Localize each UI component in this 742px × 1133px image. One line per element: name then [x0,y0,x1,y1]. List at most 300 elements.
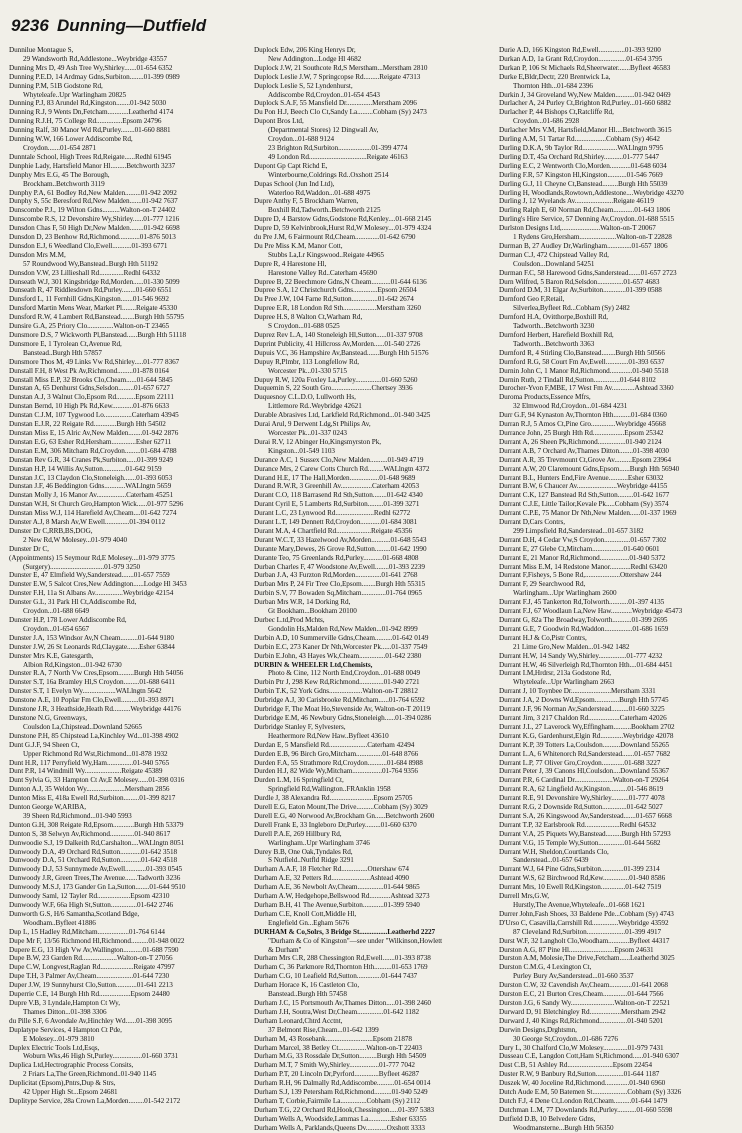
directory-entry: Dunwoody Saml, 12 Tayler Rd...................Epsom 42310 [9,892,170,901]
directory-entry: Durling H, Woodlands,Rowtown,Addlestone....Weybridge 43270 [499,188,684,197]
directory-entry: Duplitype Service, 28a Crown La,Morden.........01-542 2172 [9,1096,181,1105]
directory-entry: Dunntale School, High Trees Rd,Reigate......Redhl 61945 [9,152,172,161]
directory-entry: Dunster S.T, 16a Bramley Hl,S Croydon.........01-688 6411 [9,678,176,687]
directory-entry: Duplock Edw, 206 King Henrys Dr, [254,46,356,54]
directory-entry: Dupe C.W, Longvest,Raglan Rd...................Reigate 47997 [9,963,175,972]
directory-entry: Dunster S.T, 1 Evelyn Wy...................WALlngtn 5642 [9,687,162,696]
page-header [9,14,734,46]
directory-entry: Durrant J, 10 Toynbee Dr.......................Merstham 3331 [499,687,656,696]
directory-entry: Dury L, 30 Chalford Clo,W Molesey..............01-979 7431 [499,1043,664,1052]
directory-entry: Durward D, 91 Bletchingley Rd..................Merstham 2942 [499,1007,666,1016]
directory-entry: Dunstan Rev G.R, 34 Cranes Pk,Surbiton......01-399 9249 [9,455,173,464]
directory-entry: Brockham..Betchworth 3119 [23,179,105,188]
directory-entry: Addiscombe Rd,Croydon..01-654 4543 [268,90,380,99]
directory-entry: Durrant F,Fisheys, 5 Bone Rd,....................Ottershaw 244 [499,571,662,580]
directory-entry: New Addington...Lodge Hl 4682 [268,54,362,63]
directory-entry: Durrant W.J, 64 Pine Gdns,Surbiton.............01-399 2314 [499,865,660,874]
directory-entry: du Pre J.M, 6 Fairmount Rd,Cheam..............01-642 6790 [254,233,416,242]
directory-entry: Dutchman L.M, 77 Downlands Rd,Purley...........01-660 5598 [499,1105,673,1114]
directory-entry: Heathermore Rd,New Haw..Byfleet 43610 [268,731,389,740]
directory-entry: Dunt G.J.F, 94 Sheen Ct, [9,740,80,749]
directory-entry: Durrant E, 27 Glebe Ct,Mitcham..................01-640 0601 [499,544,660,553]
directory-entry: Durham Marcel, 38 Betley Ct................Walton-on-T 22403 [254,1043,422,1052]
directory-entry: Dunster R.A, 7 North Vw Cres,Epsom.........Burgh Hth 54056 [9,669,184,678]
directory-entry: Durham C, 36 Parkmore Rd,Thornton Hth..........01-653 1769 [254,963,428,972]
directory-entry: Durrant R.A, 62 Lingfield Av,Kingston..........01-546 8619 [499,785,664,794]
directory-entry: Durrant V.A, 25 Piquets Wy,Banstead.........Burgh Hth 57293 [499,829,671,838]
directory-entry: Duperrie C.E, 14 Burgh Hth Rd..................Epsom 24480 [9,990,170,999]
directory-entry: Dunton S, 38 Selwyn Av,Richmond..............01-940 8617 [9,829,171,838]
directory-columns [9,46,734,1132]
directory-entry: Durrant J.F, 96 Norman Av,Sanderstead..........01-660 3225 [499,705,665,714]
directory-entry: Dunt P.R, 14 Windmill Wy.....................Reigate 45389 [9,767,163,776]
directory-entry: Durnin Ruth, 2 Tindall Rd,Sutton...............01-644 8102 [499,375,656,384]
directory-entry: Durance Mrs, 2 Carew Cotts Church Rd.........WALlngtn 4372 [254,464,430,473]
directory-entry: Dunster Dr C,RRB,BS,DOG, [9,526,93,535]
directory-entry: Duplatype Services, 4 Hampton Ct Pde, [9,1025,122,1034]
directory-entry: Silverlea,Byfleet Rd...Cobham (Sy) 2482 [513,304,630,313]
directory-entry: Durling's Hire Service, 57 Denning Av,Croydon..01-688 5515 [499,215,675,224]
directory-entry: Dunsire G.A, 25 Priory Clo...............Walton-on-T 23465 [9,322,170,331]
directory-entry: Durst W.F, 32 Langholt Clo,Woodham............Byfleet 44317 [499,936,670,945]
directory-entry: Durling J, 12 Wyelands Av......................Reigate 46119 [499,197,654,206]
directory-entry: Dunwoody D.J, 53 Sunnymede Av,Ewell............01-393 0545 [9,865,182,874]
directory-entry: Durban Mrs W.R, 14 Dorking Rd, [254,598,351,607]
directory-entry: Durston J.G, 6 Sandy Wy.........................Walton-on-T 22521 [499,998,671,1007]
directory-entry: Dunning P.J, 83 Arundel Rd,Kingston........01-942 5030 [9,99,167,108]
directory-entry: Kingston...01-549 1103 [268,446,335,455]
directory-entry: Dunning Mrs D, 49 Ash Tree Wy,Shirley.......01-654 6352 [9,63,173,72]
directory-entry: Durham M.G, 33 Rossdale Dr,Sutton..........Burgh Hth 54509 [254,1052,427,1061]
directory-entry: 42 Upper High St...Epsom 24681 [23,1088,118,1097]
directory-entry: Dunsdon V.W, 23 Lillieshall Rd..............Redhl 64332 [9,268,161,277]
directory-entry: Dupont Gp Capt Richd E, [254,161,328,170]
directory-entry: Dunseath R, 47 Riddlesdown Rd,Purley........01-660 6551 [9,286,172,295]
directory-entry: Durnford Herbert, Harefield Boxhill Rd, [499,331,614,339]
directory-entry: Warlingham...Upr Warlingham 2600 [513,589,617,598]
directory-entry: Dutfield D.B, 10 Belvedere Gdns, [499,1114,596,1123]
directory-entry: Durden H.J, 82 Wide Wy,Mitcham.................01-764 9356 [254,767,418,776]
directory-entry: Durman B, 27 Audley Dr,Warlingham..............01-657 1806 [499,241,668,250]
directory-entry: 30 George St,Croydon...01-686 7276 [513,1034,618,1043]
directory-entry: Winterbourne,Coldrings Rd..Oxshott 2514 [268,170,389,179]
directory-entry: Durnford R.G, 58 Court Fm Av,Ewell.............01-393 6537 [499,357,665,366]
directory-entry: Duroma Products,Essence Mfrs, [499,393,591,402]
directory-entry: Durlacher P, 44 Bishops Ct,Ratcliffe Rd, [499,108,614,117]
directory-entry: 21 Lime Gro,New Malden...01-942 1482 [513,642,630,651]
directory-entry: Durlacher A, 24 Purley Ct,Brighton Rd,Purley...01-660 6882 [499,99,671,108]
directory-entry: Durrance John, 25 Burgh Hth Rd..................Epsom 25342 [499,428,664,437]
directory-entry: Durbin E.John, 43 Hayes Wk,Cheam...............01-642 2380 [254,651,422,660]
directory-entry: Hurstly,The Avenue,Whyteleafe...01-668 1621 [513,901,645,909]
directory-entry: Durrant R.G, 2 Downside Rd,Sutton..............01-642 5027 [499,803,663,812]
directory-entry: Duper J.W, 19 Sunnyhurst Clo,Sutton............01-641 2213 [9,981,173,990]
directory-entry: Dunworth G.S, H/6 Samantha,Scotland Bdge, [9,909,140,918]
directory-entry: Dunster J.W, 26 St Leonards Rd,Claygate.......Esher 63844 [9,642,175,651]
directory-entry: Durman F.C, 58 Harewood Gdns,Sanderstead.......01-657 2723 [499,268,677,277]
directory-entry: Durston C.M.G, 4 Lexington Ct, [499,963,592,972]
directory-entry: Duplock S.A.F, 55 Mansfield Dr...............Merstham 2096 [254,99,417,108]
directory-entry: Durston E.C, 21 Burton Cres,Cheam..............01-644 7566 [499,990,664,999]
directory-entry: Dunsdon E.J, 6 Weedland Clo,Ewell...........01-393 6771 [9,241,168,250]
directory-entry: Durrant Mrs, 10 Ewell Rd,Kingston..............01-642 7519 [499,883,662,892]
directory-entry: Durrant C.J.E, Little Tailor,Kevale Pk.....Cobham (Sy) 3574 [499,500,669,509]
directory-entry: Gondolin Hs,Malden Rd,New Malden...01-942 8999 [268,624,418,633]
directory-entry: Dunphie Lady, Hartsfield Manor Hl.........Betchworth 3237 [9,161,176,170]
directory-entry: Dunster J.A, 153 Windsor Av,N Cheam..........01-644 9180 [9,633,174,642]
directory-entry: Dupas School (Jun Ind Ltd), [254,179,335,188]
directory-entry: Dunstone A.E, 10 Poplar Fm Clo,Ewell..........01-393 8971 [9,696,175,705]
directory-entry: Durran R.J, 5 Amos Ct,Pine Gro..............Weybridge 45668 [499,420,666,429]
directory-entry: Dunster H.P, 178 Lower Addiscombe Rd, [9,616,127,624]
directory-entry: Durham C.E, Knoll Cott,Middle Hl, [254,909,357,918]
directory-entry: Durman C.J, 472 Chipstead Valley Rd, [499,250,609,259]
directory-entry: 2 New Rd,W Molesey...01-979 4040 [23,535,128,544]
directory-entry: (Surgery)...............................01-979 3250 [23,562,141,571]
directory-entry: Dunster Mrs K.E, Gatesgarth, [9,651,94,660]
directory-entry: Durrant J.L, 27 Laverock Wy,Effingham..........Bookham 2702 [499,722,675,731]
directory-entry: 32 Elmwood Rd,Croydon...01-684 4231 [513,402,628,411]
directory-entry: Durham A.E, 36 Newbolt Av,Cheam...............01-644 9865 [254,883,420,892]
directory-entry: Dupere E.G, 13 High Vw Av,Wallington...........01-688 7590 [9,945,179,954]
directory-entry: Dunwoody J.R, Green Trees,The Avenue.......Tadworth 3236 [9,874,181,883]
directory-entry: Dupuy R,Plmbr, 113 Longfellow Rd, [254,357,360,366]
directory-entry: Dupre D, 4 Barstow Gdns,Godstone Rd,Kenley....01-668 2145 [254,215,432,224]
directory-entry: Dunstone J.R, 3 Heathside,Heath Rd..........Weybridge 44176 [9,705,181,714]
directory-entry: Durrer John,Fash Shoes, 33 Baldene Pde...Cobham (Sy) 4743 [499,909,674,918]
directory-entry: Duplex Electric Tools Ltd,Esqs, [9,1043,100,1052]
directory-entry: Purley Bury Av,Sanderstead...01-660 3537 [513,972,634,981]
directory-entry: Dunphy S, 55c Beresford Rd,New Malden.......01-942 7637 [9,197,178,206]
directory-entry: Waterloo Rd,Waddon...01-688 4975 [268,188,371,197]
directory-entry: Durling D.K.A, 9b Taylor Rd....................WALlngtn 9795 [499,143,664,152]
directory-entry: Dunton G.H, 308 Reigate Rd,Epsom............Burgh Hth 53379 [9,820,184,829]
column-1 [9,46,244,1105]
directory-entry: Durrant D.H, 4 Cedar Vw,S Croydon...............01-657 7302 [499,535,667,544]
directory-entry: D'Urso C, Casavilla,Carrshill Rd...............Weybridge 43592 [499,918,669,927]
directory-entry: Durance A.C, 1 Sussex Clo,New Malden..........01-949 4719 [254,455,424,464]
directory-entry: Dupe Mr F, 13/56 Richmond Hl,Richmond..........01-948 0022 [9,936,185,945]
directory-entry: Durrant V.G, 15 Temple Wy,Sutton...............01-644 5682 [499,838,661,847]
directory-entry: Dunster E, 47 Elmfield Wy,Sanderstead.......01-657 7559 [9,571,170,580]
directory-entry: 1 Rydens Gro,Hersham.....................Walton-on-T 22828 [513,233,672,242]
directory-entry: Dunsdon Chas F, 50 High Dr,New Malden........01-942 6698 [9,224,180,233]
directory-entry: Durant L.C, 23 Lynwood Rd......................Redhl 62772 [254,509,411,518]
directory-entry: Dunwoodie S.J, 19 Dalkeith Rd,Carshalton....WALlngtn 8051 [9,838,185,847]
directory-entry: Durling A.M, 51 Tartar Rd..................Cobham (Sy) 4642 [499,135,660,144]
directory-entry: Dunton A.J, 35 Weldon Wy......................Merstham 2856 [9,785,170,794]
directory-entry: Durie A.D, 166 Kingston Rd,Ewell...............01-393 9200 [499,46,661,54]
directory-entry: Duster R.W, 9 Banbury Rd,Sutton................01-644 1187 [499,1070,660,1079]
directory-entry: Durrant F, 29 Searchwood Rd, [499,580,586,589]
directory-entry: Dunton Miss E, 418a Ewell Rd,Surbiton.........01-399 8217 [9,794,176,803]
directory-entry: Durrant P.R, 6 Cardinal Dr......................Walton-on-T 29264 [499,776,669,785]
directory-entry: E Molesey...01-979 3810 [23,1034,95,1043]
directory-entry: Dunning Ralf, 30 Manor Wd Rd,Purley........01-660 8881 [9,126,171,135]
directory-entry: Coulsdon...Downland 54251 [513,259,595,268]
directory-entry: Durocher-Yvon F,MBE, 17 West Fm Av.............Ashtead 3360 [499,384,674,393]
directory-entry: S Croydon...01-688 0525 [268,322,340,331]
directory-entry: Durden L.M, 16 Springfield Ct, [254,776,344,785]
directory-entry: Durrant T.P, 32 Earlsbrook Rd....................Redhl 64532 [499,820,657,829]
directory-entry: Durbridge E.M, 46 Newbury Gdns,Stoneleigh......01-394 0286 [254,713,432,722]
directory-entry: Durbridge F, The Moat Ho,Stevenside Av, Walton-on-T 20119 [254,705,430,714]
directory-entry: Durling F.R, 57 Kingston Hl,Kingston...........01-546 7669 [499,170,663,179]
directory-entry: Dupree B, 22 Beechmore Gdns,N Cheam...........01-644 6136 [254,277,427,286]
directory-entry: Durham R.H, 96 Dalmally Rd,Addiscombe..........01-654 0014 [254,1079,431,1088]
directory-entry: Dupre Anthy F, 5 Brockham Warren, [254,197,359,206]
directory-entry: Durell Frank E, 33 Ingleboro Dr,Purley.........01-660 6370 [254,820,417,829]
directory-entry: Durrant W.H, Sheldon,Courtlands Clo, [499,847,609,856]
directory-entry: Durrant H.J & Co,Pistr Contrs, [499,633,587,642]
directory-entry: Stubbs La,Lr Kingswood..Reigate 44965 [268,250,384,259]
directory-entry: Warlingham..Upr Warlingham 3746 [268,838,370,847]
directory-entry: Duplock Leslie J.W, 7 Springcopse Rd.........Reigate 47313 [254,72,421,81]
directory-entry: 23 Brighton Rd,Surbiton...................01-399 4774 [268,143,408,152]
directory-entry: Sanderstead...01-657 6439 [513,856,589,865]
directory-entry: Durbridge A.J, 30 Carisbrooke Rd,Mitcham......01-764 6592 [254,696,425,705]
directory-entry: Banstead..Burgh Hth 57857 [23,348,102,357]
directory-entry: Dunstone N.G, Greenways, [9,713,88,722]
directory-entry: Durkin J, 34 Groveland Wy,New Malden...........01-942 0469 [499,90,671,99]
directory-entry: Durham A.E, 32 Petters Rd......................Ashtead 4090 [254,874,409,883]
directory-entry: Durbin S.V, 77 Bowaden Sq,Mitcham..............01-764 0965 [254,589,422,598]
directory-entry: Durham J.C, 15 Portsmouth Av,Thames Ditton.....01-398 2460 [254,998,431,1007]
directory-entry: Dunstan A, 65 Denhurst Gdns,Selsdon.........01-657 6727 [9,384,170,393]
directory-entry: Du Pre Miss K.M, Manor Cott, [254,241,343,250]
directory-entry: Durrant R.E, 91 Devonshire Wy,Shirley..........01-777 4078 [499,794,665,803]
directory-entry: Durable Abrasives Ltd, Larkfield Rd,Richmond...01-940 3425 [254,411,431,420]
directory-entry: Durrell Mrs,G.W, [499,892,550,901]
column-3 [499,46,734,1132]
directory-entry: Durant C.O, 118 Barrasend Rd Sth,Sutton........01-642 4340 [254,491,423,500]
directory-entry: Dunstone P.H, 85 Chipstead La,Kinchley Wd...01-398 4902 [9,731,179,740]
directory-entry: Duplock Leslie S, 52 Lyndenhurst, [254,81,353,90]
directory-entry: Durbin T.K, 52 York Gdns...................Walton-on-T 28812 [254,687,418,696]
directory-entry: Dunning R.J, 9 Wents Dn,Fetcham............Leatherhd 4174 [9,108,174,117]
directory-entry: Durnford H.A, Ovitthorpe,Boxhill Rd, [499,313,608,322]
directory-entry: Dunstan Miss E, 15 Alric Av,New Malden........01-942 2876 [9,428,179,437]
directory-entry: Durand H.E, 17 The Hall,Morden.................01-648 9689 [254,473,416,482]
directory-entry: Durai Arul, 9 Derwent Ldg,St Philips Av, [254,420,371,429]
directory-entry: du Pille S.F, 6 Avondale Av,Hinchley Wd......01-398 3095 [9,1016,173,1025]
directory-entry: Springfield Rd,Wallington..FRAnklin 1958 [268,785,391,794]
directory-entry: Durham A.A.F, 18 Fletcher Rd...............Ottershaw 674 [254,865,409,874]
directory-entry: Dunning R.J.H, 75 College Rd...............Epsom 24796 [9,117,162,126]
directory-entry: Dupre R, 4 Harestone Hl, [254,259,327,268]
directory-entry: Durham Leonard,Chtrd Acctnt, [254,1016,343,1025]
directory-entry: Durante Mary,Dewes, 26 Grove Rd,Sutton.........01-642 1990 [254,544,427,553]
directory-entry: Durling G.J, 11 Cheyne Ct,Banstead.........Burgh Hth 55039 [499,179,668,188]
directory-entry: Durban Charles F, 47 Woodstone Av,Ewell........01-393 2239 [254,562,425,571]
directory-entry: Dunwoody W.F, 66a High St,Sutton...............01-642 2746 [9,901,174,909]
directory-entry: Durrant A.W, 20 Claremount Gdns,Epsom......Burgh Hth 56940 [499,464,680,473]
directory-entry: Durrant W.S, 62 Birchwood Rd,Kew...............01-940 8586 [499,874,666,883]
directory-entry: Dunstan E.M, 306 Mitcham Rd,Croydon.........01-684 4788 [9,446,177,455]
directory-entry: Durbin Ptr J, 298 Kew Rd,Richmond..............01-940 2721 [254,678,420,687]
directory-entry: Duprez Rev L.A, 140 Stoneleigh Hl,Sutton......01-337 9708 [254,331,423,339]
directory-entry: Duplicitat (Epsom),Pntrs,Dup & Strs, [9,1079,116,1088]
directory-entry: Dupree H.S, 8 Walton Ct,Warham Rd, [254,313,363,322]
directory-entry: Dunwoody D.A, 49 Orchard Rd,Sutton............01-642 3518 [9,847,178,856]
directory-entry: Durnin John C, 1 Manor Rd,Richmond.............01-940 5518 [499,366,669,375]
directory-entry: Dunstan W.H, St Church Gro,Hampton Wick......01-977 5296 [9,500,184,509]
directory-entry: Durke E,Bldr,Dectr, 220 Brentwick La, [499,72,611,81]
directory-entry: Woburn Wks,46 High St,Purley.................01-660 3731 [23,1052,179,1061]
directory-entry: Durell E.G, 40 Norwood Av,Brockham Gn......Betchworth 2600 [254,811,435,820]
directory-entry: Durrant B.L, Hunters End,Fire Avenue...........Esher 63032 [499,473,664,482]
directory-entry: Durdle J, 38 Alexandra Rd.........................Epsom 25705 [254,794,413,803]
directory-entry: Duplica Ltd,Hectrographic Process Consits, [9,1061,134,1070]
directory-entry: Dust C.B, 51 Ashley Rd..........................Epsom 22454 [499,1061,652,1070]
directory-entry: Durrant E, 21 Manor Rd,Richmond.................01-940 5372 [499,553,666,562]
directory-entry: Dupe T.H, 3 Palmer Av,Cheam.....................01-644 7230 [9,972,170,981]
directory-entry: Whyteleafe..Upr Warlingham 20825 [23,90,127,99]
directory-entry: Dupuy R.W, 120a Foxley La,Purley...............01-660 5260 [254,375,418,384]
directory-entry: (Departmental Stores) 12 Dingwall Av, [268,126,379,135]
directory-entry: Durante Teo, 75 Greenlands Rd,Purley...........01-668 4808 [254,553,419,562]
directory-entry: Durden F.A, 55 Strathmore Rd,Croydon...........01-684 8988 [254,758,423,767]
directory-entry: Durell E.G, Eaton Mount,The Drive..........Cobham (Sy) 3029 [254,803,428,812]
directory-entry: Durlacher Mrs V.M, Hartsfield,Manor Hl....Betchworth 3615 [499,126,672,135]
directory-entry: (Appointments) 15 Seymour Rd,E Molesey....01-979 3775 [9,553,175,562]
directory-entry: Dupuis V.C, 36 Hampshire Av,Banstead.......Burgh Hth 51576 [254,348,429,357]
directory-entry: Upper Richmond Rd Wst,Richmond...01-878 1932 [23,749,168,758]
directory-entry: Dunscombe R.S, 12 Devonshire Wy,Shirley......01-777 1216 [9,215,180,224]
directory-entry: Dunster Dr C, [9,544,49,553]
directory-entry: Durrant Miss E.M, 14 Redstone Manor............Redhl 63420 [499,562,667,571]
directory-entry: Dusseau C.E, Langdon Cott,Ham St,Richmond......01-940 6307 [499,1052,680,1061]
column-2 [254,46,489,1132]
directory-entry: Durr G.F, 94 Kynaston Av,Thornton Hth..........01-684 0360 [499,411,667,420]
directory-entry: Dupree E.R, 18 London Rd Sth...................Merstham 3260 [254,304,421,313]
directory-entry: Durham Horace K, 16 Castleton Clo, [254,981,360,990]
directory-entry: Durden E.B, 96 Birch Gro,Mitcham...............01-648 8766 [254,749,419,758]
directory-entry: Duplock J.W, 21 Southcote Rd,S Merstham...Merstham 2810 [254,63,428,72]
directory-entry: Worcester Pk...01-337 0243 [268,428,347,437]
directory-entry: Durbec L.td,Prod Mchts, [254,616,325,624]
directory-entry: Dunster G.L, 31 Park Hl Ct,Addiscombe Rd, [9,598,137,607]
directory-entry: Dupont Bros Ltd, [254,117,304,126]
directory-entry: Dunstan C.J.M, 107 Tygwood Lo................Caterham 43945 [9,411,179,420]
directory-entry: Dunstan E.G, 63 Esher Rd,Hersham..............Esher 62711 [9,437,172,446]
directory-entry: DURBIN & WHEELER Ltd,Chemists, [254,660,373,669]
directory-entry: Durrant H.W, 46 Silverleigh Rd,Thornton Hth....01-684 4451 [499,660,673,669]
directory-entry: Durrant J.A, 2 Downs Wd,Epsom..............Burgh Hth 57745 [499,696,669,705]
directory-entry: Durrant Peter J, 39 Canons Hl,Coulsdon....Downland 55367 [499,767,670,776]
directory-entry: S Nutfield..Nutfld Ridge 3291 [268,856,354,865]
directory-entry: Durward J, 40 Kings Rd,Richmond................01-940 5201 [499,1016,664,1025]
directory-entry: Dunsmore Thos M, 49 Links Vw Rd,Shirley.....01-777 8367 [9,357,180,366]
directory-entry: Croydon.......01-654 2871 [23,143,97,152]
directory-entry: Croydon...01-654 6567 [23,624,90,633]
directory-entry: 2 Friars La,The Green,Richmond..01-940 1145 [23,1070,157,1079]
directory-entry: Durwin Designs,Drghtsmn, [499,1025,577,1034]
directory-entry: Banstead..Burgh Hth 57458 [268,990,347,999]
directory-entry: Durham T, Corbie,Fairmile La...............Cobham (Sy) 2112 [254,1096,421,1105]
directory-entry: Durn Wilfred, 5 Baron Rd,Selsdon...............01-657 4683 [499,277,660,286]
directory-entry: Durston A.G, 87 Pine Hl..........................Epsom 24631 [499,945,654,954]
directory-entry: Tadworth...Betchworth 3230 [513,322,595,331]
directory-entry: Durham P.T, 20 Lincoln Dr,Pyrford..............Byfleet 46287 [254,1070,420,1079]
directory-entry: Dunwoody M.S.J, 173 Gander Gn La,Sutton........01-644 9510 [9,883,186,892]
directory-entry: Dunsmore E, 1 Tyrolean Ct,Avenue Rd, [9,339,122,348]
directory-entry: Durrant F.J, 67 Woodlaun La,New Haw............Weybridge 45473 [499,607,683,616]
directory-entry: Durrant L.A, 6 Whitenorch Rd,Sanderstead.......01-657 7682 [499,749,671,758]
directory-entry: Croydon...01-686 2928 [513,117,580,126]
directory-entry: Durkan A.D, 1a Grant Rd,Croydon................01-654 3795 [499,54,663,63]
page-range: Dunning—Dutfield [57,16,207,35]
directory-entry: Dunster E.W, 5 Salcot Cres,New Addington......Lodge Hl 3453 [9,580,187,589]
directory-entry: Dupe B.W, 23 Garden Rd....................Walton-on-T 27056 [9,954,173,963]
directory-entry: Dunsdon Mrs M.M, [9,250,66,259]
directory-entry: Durbridge Stanley F, Sylvesters, [254,722,346,731]
directory-entry: Durlston Designs Ltd,......................Walton-on-T 20067 [499,224,656,233]
directory-entry: 87 Cleveland Rd,Surbiton......................01-399 4917 [513,927,662,936]
page-number: 9236 [11,16,49,35]
directory-entry: Dunster F.H, 11a St Albans Av................Weybridge 42154 [9,589,174,598]
directory-entry: Dunphy Mrs E.G, 45 The Borough, [9,170,110,179]
directory-entry: DURHAM & Co,Solrs, 3 Bridge St................Leatherhd 2227 [254,927,436,936]
directory-entry: Dup L, 15 Hadley Rd,Mitcham..................01-764 6144 [9,927,165,936]
directory-entry: Dunning P.E.D, 14 Ardmay Gdns,Surbiton........01-399 0989 [9,72,180,81]
directory-entry: Dunseath W.J, 301 Kingsbridge Rd,Morden......01-330 5099 [9,277,180,286]
directory-entry: 49 London Rd.................................Reigate 46163 [268,152,408,161]
directory-entry: 57 Roundwood Wy,Banstead..Burgh Hth 51192 [23,259,158,268]
directory-entry: Durston A.M, Molesie,The Drive,Fetcham......Leatherhd 3025 [499,954,675,963]
directory-entry: Durling D.T, 45a Orchard Rd,Shirley...........01-777 5447 [499,152,660,161]
directory-entry: Durand R.W.R, 3 Greenhill Av..................Caterham 42053 [254,482,420,491]
directory-entry: Durham T.G, 22 Orchard Rd,Hook,Chessington.....01-397 5383 [254,1105,435,1114]
directory-entry: Du Pon H.J, Beech Clo Ct,Sandy La.........Cobham (Sy) 2473 [254,108,427,117]
directory-entry: Durling Ralph E, 60 Norman Rd,Cheam............01-643 1806 [499,206,671,215]
directory-entry: Coulsdon La,Chipstead..Downland 52665 [23,722,142,731]
directory-entry: Durrant K.P, 39 Totters La,Coulsdon..........Downland 55265 [499,740,670,749]
directory-entry: Whyteleafe...Upr Warlingham 2663 [513,678,615,687]
directory-entry: Duquemin S, 22 South Gro.......................Chertsey 3936 [254,384,413,393]
directory-entry: 39 Sheen Rd,Richmond...01-940 5993 [23,811,132,820]
directory-entry: Durham J.H, Soutra,West Dr,Cheam...............01-642 1182 [254,1007,420,1016]
directory-entry: Dunstall Miss E.P, 32 Brooks Clo,Cheam......01-644 5845 [9,375,173,384]
directory-entry: Dunster A.J, 8 Marsh Av,W Ewell..............01-394 0112 [9,518,166,527]
directory-entry: Dunstan J.C, 13 Claydon Clo,Stoneleigh.......01-393 6053 [9,473,173,482]
directory-entry: Durham S.J, 139 Petersham Rd,Richmond..........01-940 5249 [254,1088,428,1097]
directory-entry: Englefield Gn...Egham 5676 [268,918,350,927]
directory-entry: Durrant S.A, 26 Kingswood Av,Sanderstead.......01-657 6668 [499,811,672,820]
directory-entry: Durrant A.R, 35 Trevmount Ct,Grove Av..........Epsom 23964 [499,455,671,464]
directory-entry: Tadworth...Betchworth 3363 [513,339,595,348]
directory-entry: Dunscombe P.J., 19 Wilton Gdns..........Walton-on-T 24402 [9,206,176,215]
directory-entry: Durling E.C, 2 Wentworth Clo,Morden............01-648 6034 [499,161,667,170]
directory-entry: Thornton Hth...01-684 2396 [513,81,593,90]
directory-entry: Harestone Valley Rd..Caterham 45690 [268,268,377,277]
directory-entry: Durant L.T, 149 Dennett Rd,Croydon............01-684 3081 [254,518,418,527]
directory-entry: Durkan P, 106 St Michaels Rd,Sheerwater.......Byfleet 46583 [499,63,671,72]
directory-entry: Durnford Geo F,Retail, [499,295,565,304]
directory-entry: Durham Mrs C.R, 288 Chessington Rd,Ewell.......01-393 8738 [254,954,431,963]
directory-entry: Thames Ditton...01-398 3306 [23,1007,107,1016]
directory-entry: Durham A.W, Hedgehope,Bellswood Rd............Ashtead 3273 [254,892,430,901]
directory-entry: Gt Bookham...Bookham 20100 [268,607,357,616]
directory-entry: Durban Mrs P, 24 Fir Tree Clo,Epsom........Burgh Hth 55315 [254,580,426,589]
directory-entry: Dunphy P.A, 61 Bodley Rd,New Malden.........01-942 2092 [9,188,177,197]
directory-entry: Dunstall F.H, 8 West Pk Av,Richmond.........01-878 0164 [9,366,169,375]
directory-entry: Woodham..Byfleet 41886 [23,918,96,927]
directory-entry: Dunsdon D, 23 Benhow Rd,Richmond............01-876 5013 [9,233,176,242]
directory-entry: Durham C.G, 10 Leafield Rd,Sutton..............01-644 7437 [254,972,418,981]
directory-entry: Albion Rd,Kingston...01-942 6730 [23,660,122,669]
directory-entry: Photo & Cine, 112 North End,Croydon...01-688 0049 [268,669,421,678]
